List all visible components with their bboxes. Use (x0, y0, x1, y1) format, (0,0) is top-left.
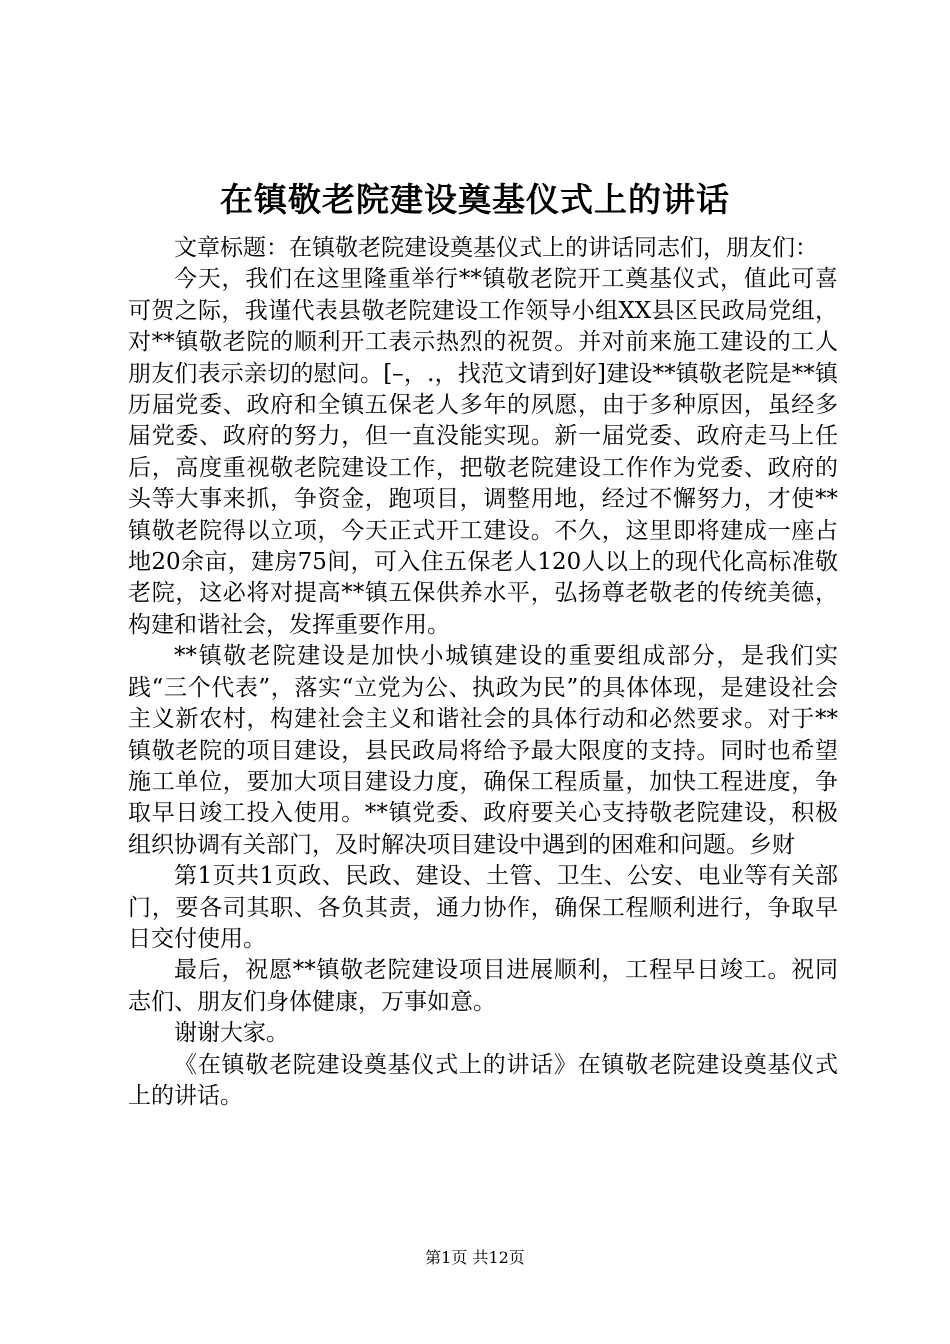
paragraph-thanks: 谢谢大家。 (174, 1020, 289, 1047)
paragraph-heading-line: 文章标题：在镇敬老院建设奠基仪式上的讲话同志们，朋友们： (174, 235, 818, 261)
page-number-footer: 第1页 共12页 (425, 1248, 525, 1267)
paragraph-significance: **镇敬老院建设是加快小城镇建设的重要组成部分，是我们实践“三个代表”，落实“立党为公、执政为民”的具体体现，是建设社会主义新农村，构建社会主义和谐社会的具体行动和必然要求。对于**镇敬老院的项目建设，县民政局将给予最大限度的支持。同时也希望施工单位，要加大项目建设力度，确保工程质量，加快工程进度，争取早日竣工投入使用。**镇党委、政府要关心支持敬老院建设，积极组织协调有关部门，及时解决项目建设中遇到的困难和问题。乡财 (128, 643, 838, 858)
paragraph-closing: 《在镇敬老院建设奠基仪式上的讲话》在镇敬老院建设奠基仪式上的讲话。 (128, 1051, 838, 1109)
paragraph-departments: 第1页共1页政、民政、建设、土管、卫生、公安、电业等有关部门，要各司其职、各负其责，通力协作，确保工程顺利进行，争取早日交付使用。 (128, 863, 838, 952)
paragraph-opening: 今天，我们在这里隆重举行**镇敬老院开工奠基仪式，值此可喜可贺之际，我谨代表县敬老院建设工作领导小组XX县区民政局党组，对**镇敬老院的顺利开工表示热烈的祝贺。并对前来施工建设的工人朋友们表示亲切的慰问。[–，.，找范文请到好]建设**镇敬老院是**镇历届党委、政府和全镇五保老人多年的夙愿，由于多种原因，虽经多届党委、政府的努力，但一直没能实现。新一届党委、政府走马上任后，高度重视敬老院建设工作，把敬老院建设工作作为党委、政府的头等大事来抓，争资金，跑项目，调整用地，经过不懈努力，才使**镇敬老院得以立项，今天正式开工建设。不久，这里即将建成一座占地20余亩，建房75间，可入住五保老人120人以上的现代化高标准敬老院，这必将对提高**镇五保供养水平，弘扬尊老敬老的传统美德，构建和谐社会，发挥重要作用。 (128, 266, 838, 638)
paragraph-wishes: 最后，祝愿**镇敬老院建设项目进展顺利，工程早日竣工。祝同志们、朋友们身体健康，万事如意。 (128, 957, 838, 1015)
document-body (128, 233, 838, 1112)
document-title: 在镇敬老院建设奠基仪式上的讲话 (220, 180, 730, 219)
